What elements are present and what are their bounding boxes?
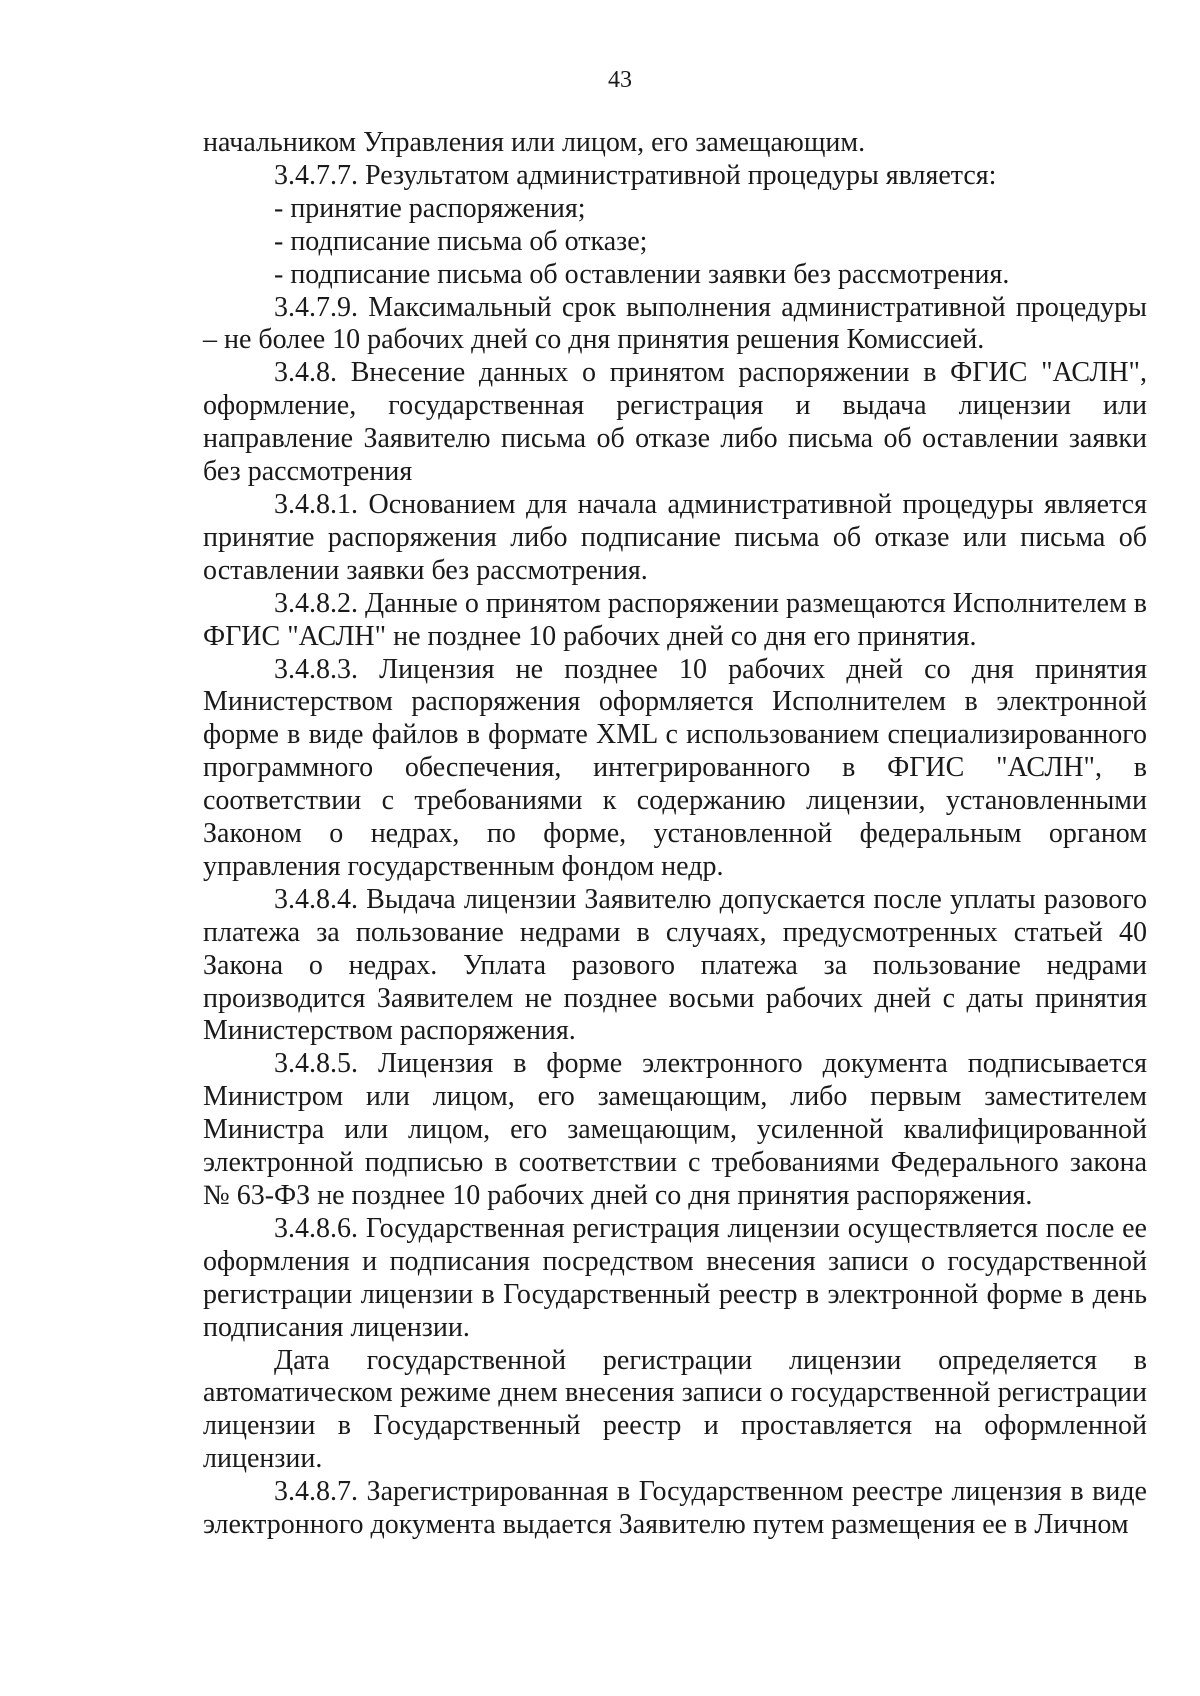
list-item: - подписание письма об отказе; [274, 225, 648, 257]
paragraph: 3.4.8.1. Основанием для начала административной процедуры является принятие распоряжения либо подписание письма об отказе или письма об оставлении заявки без рассмотрения. [203, 488, 1147, 586]
paragraph: 3.4.7.9. Максимальный срок выполнения административной процедуры – не более 10 рабочих дней со дня принятия решения Комиссией. [203, 291, 1147, 356]
paragraph: начальником Управления или лицом, его замещающим. [203, 127, 866, 158]
paragraph: 3.4.8.2. Данные о принятом распоряжении размещаются Исполнителем в ФГИС "АСЛН" не позднее 10 рабочих дней со дня его принятия. [203, 587, 1147, 652]
paragraph: 3.4.8.7. Зарегистрированная в Государственном реестре лицензия в виде электронного документа выдается Заявителю путем размещения ее в Личном [203, 1476, 1147, 1541]
paragraph: 3.4.8.4. Выдача лицензии Заявителю допускается после уплаты разового платежа за пользование недрами в случаях, предусмотренных статьей 40 Закона о недрах. Уплата разового платежа за пользование недрами производится Заявителем не позднее восьми рабочих дней с даты принятия Министерством распоряжения. [203, 883, 1147, 1047]
paragraph: Дата государственной регистрации лицензии определяется в автоматическом режиме днем внесения записи о государственной регистрации лицензии в Государственный реестр и проставляется на оформленной лицензии. [203, 1344, 1147, 1475]
document-body [203, 127, 1147, 1542]
paragraph: 3.4.8.5. Лицензия в форме электронного документа подписывается Министром или лицом, его замещающим, либо первым заместителем Министра или лицом, его замещающим, усиленной квалифицированной электронной подписью в соответствии с требованиями Федерального закона № 63-ФЗ не позднее 10 рабочих дней со дня принятия распоряжения. [203, 1048, 1147, 1211]
paragraph: 3.4.8.3. Лицензия не позднее 10 рабочих дней со дня принятия Министерством распоряжения оформляется Исполнителем в электронной форме в виде файлов в формате XML с использованием специализированного программного обеспечения, интегрированного в ФГИС "АСЛН", в соответствии с требованиями к содержанию лицензии, установленными Законом о недрах, по форме, установленной федеральным органом управления государственным фондом недр. [203, 653, 1147, 882]
paragraph: 3.4.8.6. Государственная регистрация лицензии осуществляется после ее оформления и подписания посредством внесения записи о государственной регистрации лицензии в Государственный реестр в электронной форме в день подписания лицензии. [203, 1212, 1147, 1343]
section-heading: 3.4.8. Внесение данных о принятом распоряжении в ФГИС "АСЛН", оформление, государственная регистрация и выдача лицензии или направление Заявителю письма об отказе либо письма об оставлении заявки без рассмотрения [203, 357, 1147, 488]
list-item: - подписание письма об оставлении заявки без рассмотрения. [274, 258, 1010, 290]
page-number: 43 [608, 67, 632, 93]
paragraph: 3.4.7.7. Результатом административной процедуры является: [274, 159, 997, 191]
list-item: - принятие распоряжения; [274, 192, 586, 224]
